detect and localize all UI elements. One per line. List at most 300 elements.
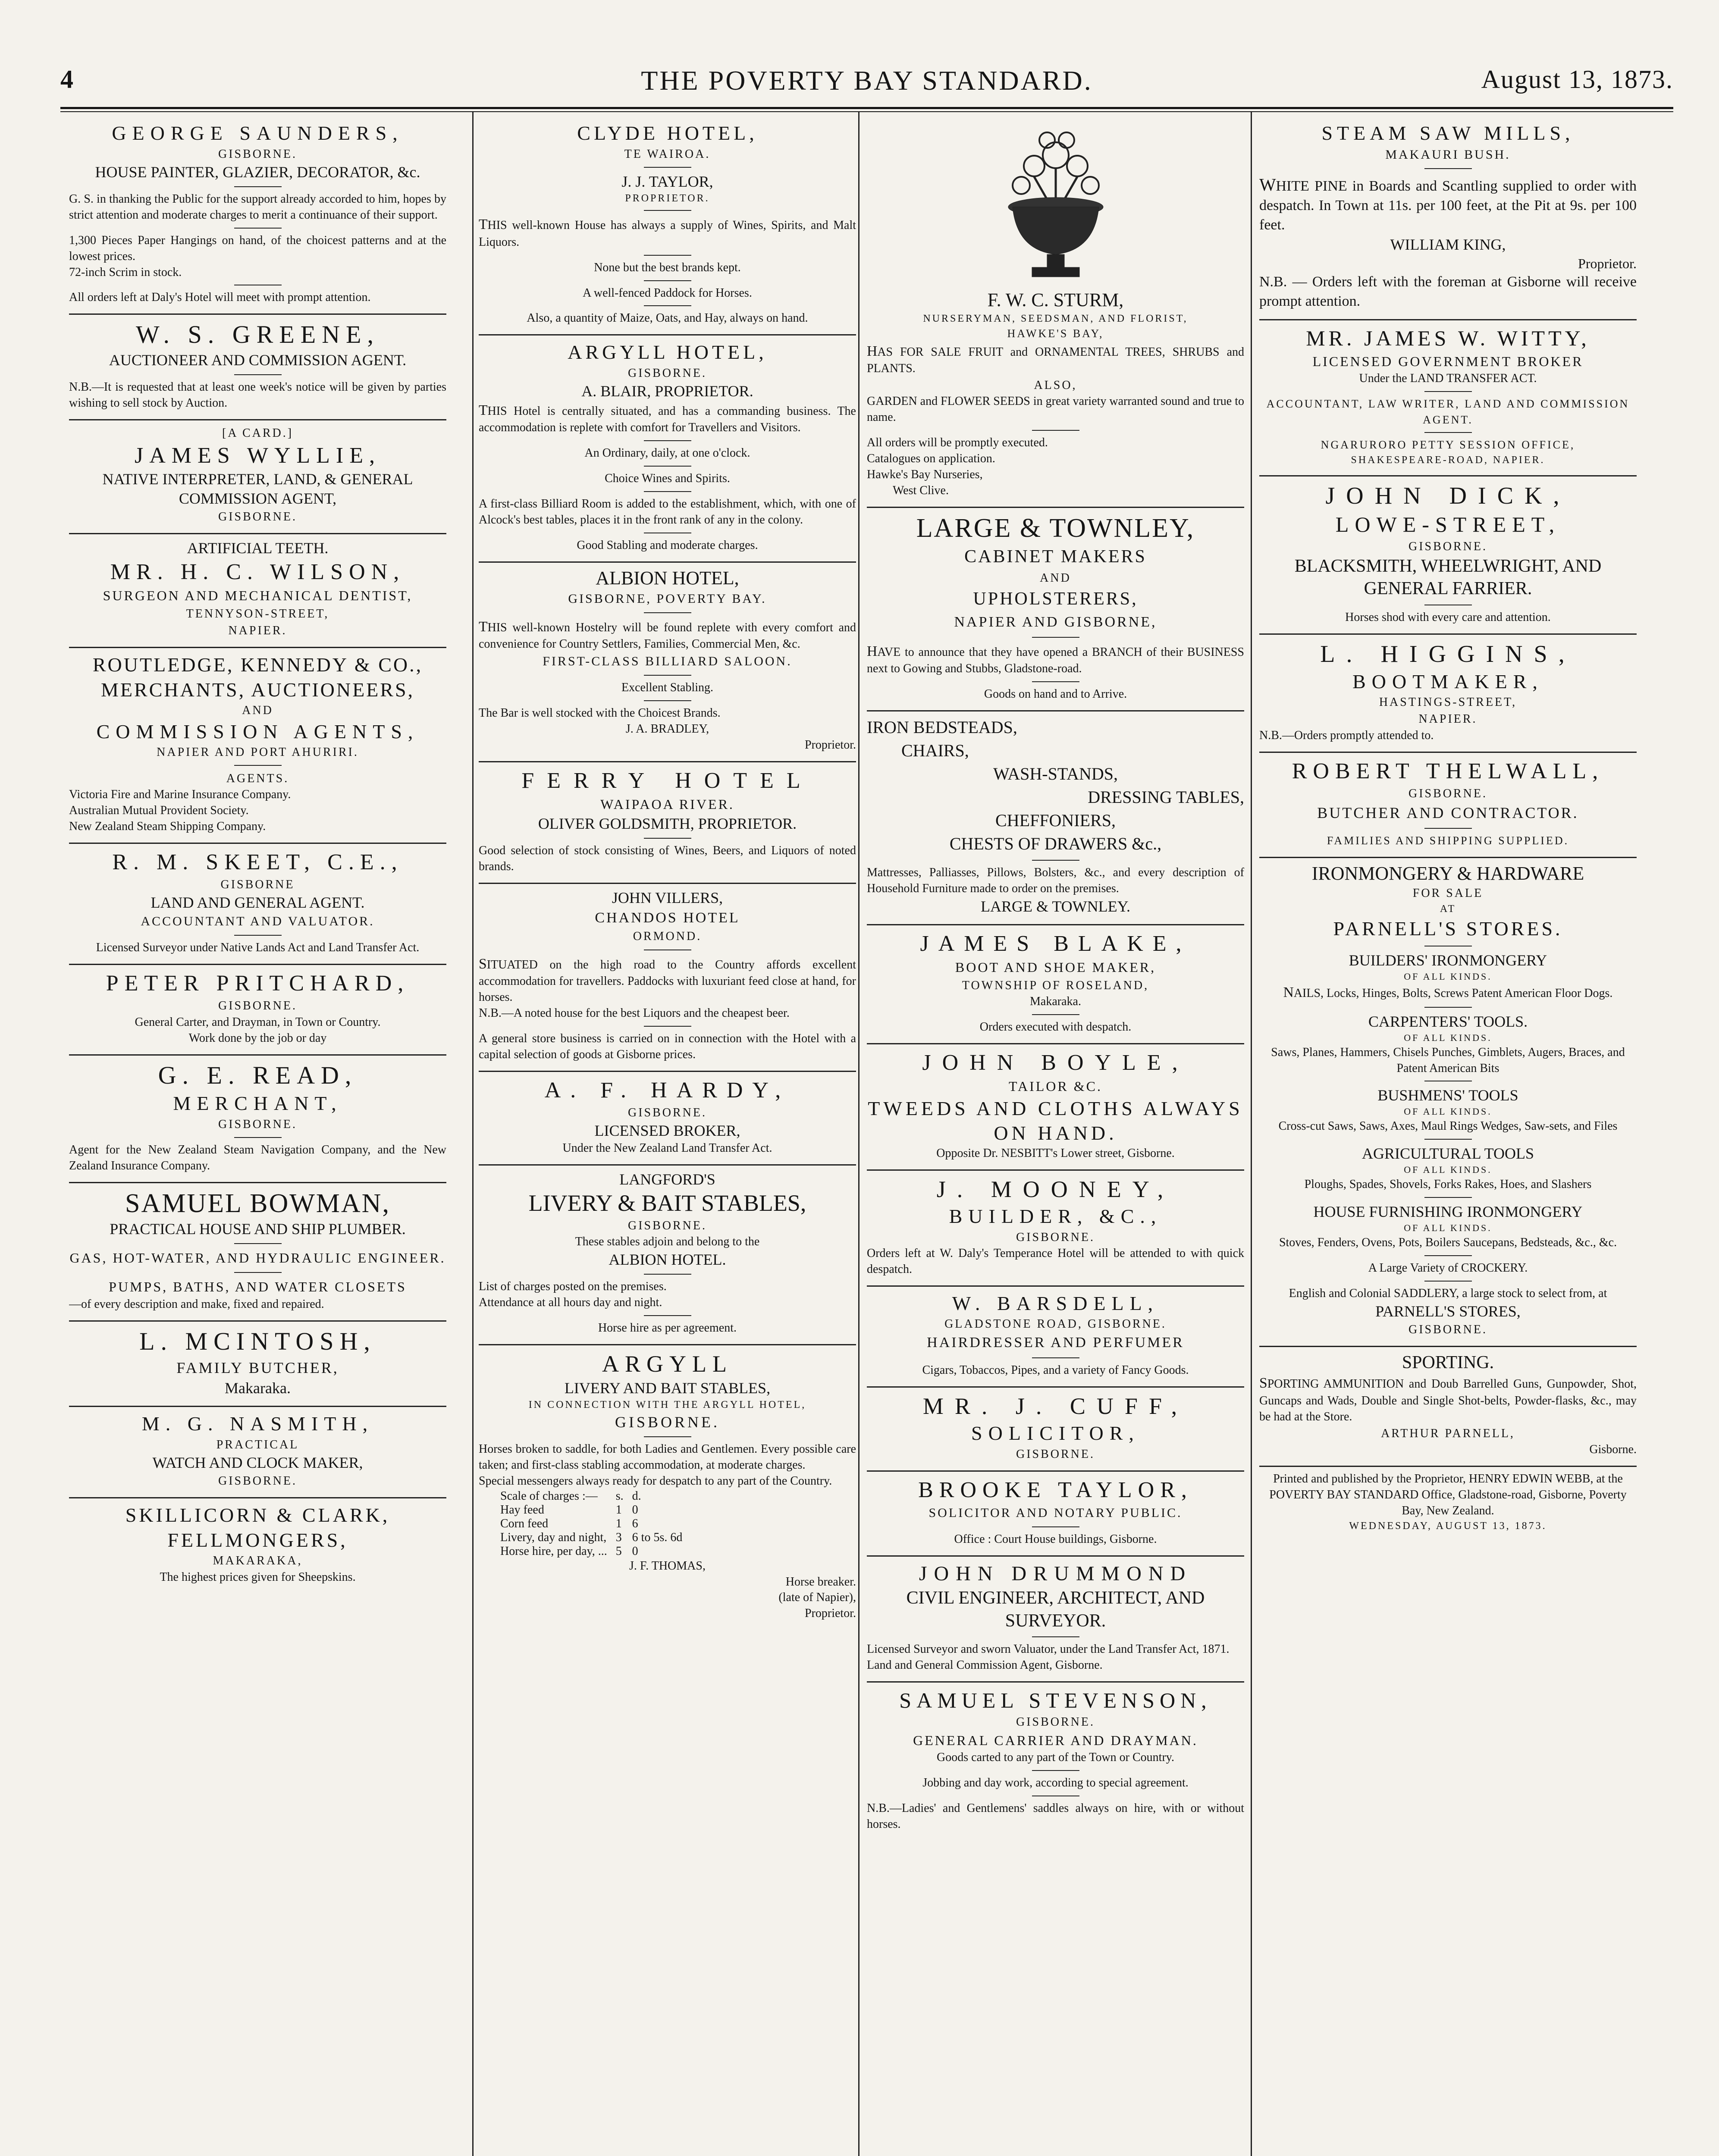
ad-body: Goods on hand and to Arrive. (984, 687, 1127, 701)
section-heading: BUSHMENS' TOOLS (1377, 1087, 1518, 1104)
advertiser-name: LARGE & TOWNLEY, (916, 513, 1195, 543)
ad-body: Hawke's Bay Nurseries, (867, 468, 983, 482)
ad-body: 1,300 Pieces Paper Hangings on hand, of the choicest patterns and at the lowest prices. (69, 233, 446, 263)
ad-location: GISBORNE. (627, 366, 707, 380)
divider (1424, 1139, 1472, 1140)
ad-body: Catalogues on application. (867, 452, 995, 466)
divider (234, 1137, 282, 1138)
column-divider (1251, 112, 1252, 2156)
ad-body: Ploughs, Spades, Shovels, Forks Rakes, Hoes, and Slashers (1304, 1178, 1592, 1191)
page-number: 4 (60, 65, 73, 94)
ad-body: These stables adjoin and belong to the (575, 1235, 760, 1248)
ad-body: WHITE PINE in Boards and Scantling supplied to order with despatch. In Town at 11s. per 100 feet, at the Pit at 9s. per 100 feet. (1259, 175, 1637, 233)
column-2 (479, 116, 856, 2156)
divider (1424, 391, 1472, 392)
section-kicker: OF ALL KINDS. (1404, 1164, 1492, 1175)
imprint-date: WEDNESDAY, AUGUST 13, 1873. (1349, 1520, 1547, 1532)
ad-body: All orders left at Daly's Hotel will meet with prompt attention. (69, 291, 371, 304)
ad-body: A Large Variety of CROCKERY. (1368, 1261, 1528, 1275)
ad-trade: SOLICITOR AND NOTARY PUBLIC. (929, 1506, 1183, 1520)
ad-body: THIS Hotel is centrally situated, and has a commanding business. The accommodation is replete with comfort for Travellers and Visitors. (479, 402, 856, 435)
ad-location: GISBORNE. (1016, 1715, 1095, 1729)
ad-location: GISBORNE. (627, 1106, 707, 1119)
advertiser-name: PARNELL'S STORES. (1333, 918, 1563, 940)
divider (644, 305, 691, 306)
ad-body: SITUATED on the high road to the Country affords excellent accommodation for travellers. Paddocks with luxuriant feed close at hand, for horses. (479, 956, 856, 1004)
divider (1424, 1197, 1472, 1198)
table-cell: 0 (632, 1544, 638, 1558)
ad-proprietor: J. F. THOMAS, (629, 1559, 706, 1573)
section-kicker: OF ALL KINDS. (1404, 1032, 1492, 1043)
list-item: CHAIRS, (901, 741, 969, 760)
advertiser-name: ROUTLEDGE, KENNEDY & CO., (92, 654, 423, 676)
ad-signature: ARTHUR PARNELL, (1381, 1426, 1515, 1440)
ad-body: Attendance at all hours day and night. (479, 1295, 662, 1309)
ad-body: New Zealand Steam Shipping Company. (69, 820, 266, 834)
advertiser-name: MR. JAMES W. WITTY, (1306, 326, 1590, 351)
ad-hardy (479, 1072, 856, 1166)
table-row (496, 1503, 687, 1517)
ad-skeet (69, 844, 446, 965)
ad-nasmith (69, 1407, 446, 1498)
ad-proprietor: WILLIAM KING, (1390, 236, 1506, 254)
column-divider (472, 112, 474, 2156)
advertiser-name: SAMUEL BOWMAN, (125, 1188, 390, 1218)
ad-saunders (69, 116, 446, 315)
ad-trade: BOOTMAKER, (1352, 670, 1543, 693)
ad-body: Agent for the New Zealand Steam Navigation Company, and the New Zealand Insurance Company. (69, 1143, 446, 1172)
ad-body: Australian Mutual Provident Society. (69, 804, 249, 818)
table-cell: Livery, day and night, (500, 1530, 607, 1544)
table-row (496, 1489, 687, 1503)
ad-proprietor-title: Horse breaker. (785, 1575, 856, 1589)
section-kicker: OF ALL KINDS. (1404, 1106, 1492, 1117)
ad-body: Jobbing and day work, according to special agreement. (922, 1776, 1189, 1790)
ad-trade: BUILDER, &C., (949, 1205, 1162, 1228)
advertiser-name: PETER PRITCHARD, (106, 971, 410, 996)
ad-body: A general store business is carried on in connection with the Hotel with a capital selection of goods at Gisborne prices. (479, 1031, 856, 1061)
ad-trade: BUTCHER AND CONTRACTOR. (1317, 804, 1579, 821)
ad-proprietor-title: Proprietor. (1578, 256, 1637, 272)
advertiser-name: STEAM SAW MILLS, (1321, 122, 1575, 144)
divider (1032, 1014, 1079, 1015)
ad-body: A first-class Billiard Room is added to the establishment, which, with one of Alcock's best tables, places it in the front rank of any in the colony. (479, 497, 856, 527)
divider (234, 228, 282, 229)
ad-trade: FAMILY BUTCHER, (176, 1359, 339, 1377)
ad-body: G. S. in thanking the Public for the support already accorded to him, hopes by strict attention and moderate charges to merit a continuance of their support. (69, 192, 446, 222)
ad-trade: HAIRDRESSER AND PERFUMER (927, 1335, 1184, 1351)
table-row (496, 1517, 687, 1531)
masthead-rule-thin (60, 111, 1673, 112)
divider (644, 1274, 691, 1275)
ad-kicker: AGENTS. (226, 772, 289, 786)
ad-location: ORMOND. (633, 930, 702, 943)
ad-body: Horses shod with every care and attention. (1345, 610, 1551, 624)
advertiser-name: R. M. SKEET, C.E., (112, 850, 403, 875)
ad-trade: COMMISSION AGENTS, (96, 720, 419, 743)
ad-body: N.B. — Orders left with the foreman at Gisborne will receive prompt attention. (1259, 274, 1637, 310)
advertiser-name: BROOKE TAYLOR, (918, 1478, 1193, 1503)
ad-trade: ACCOUNTANT, LAW WRITER, LAND AND COMMISSION AGENT. (1266, 398, 1630, 426)
advertiser-name: CLYDE HOTEL, (577, 122, 758, 144)
ad-body: List of charges posted on the premises. (479, 1279, 667, 1293)
divider (644, 700, 691, 701)
ad-body: 72-inch Scrim in stock. (69, 265, 182, 279)
divider (234, 765, 282, 766)
divider (234, 935, 282, 936)
ad-location: Makaraka. (1030, 994, 1081, 1008)
ad-witty (1259, 320, 1637, 476)
divider (1032, 637, 1079, 638)
ad-body: GARDEN and FLOWER SEEDS in great variety warranted sound and true to name. (867, 395, 1244, 424)
ad-kicker: FOR SALE (1412, 887, 1484, 900)
column-1 (69, 116, 446, 2156)
ad-body: THIS well-known House has always a supply of Wines, Spirits, and Malt Liquors. (479, 216, 856, 249)
divider (644, 280, 691, 281)
advertiser-name: LANGFORD'S (619, 1170, 715, 1188)
advertiser-name: ARGYLL (602, 1351, 733, 1377)
ad-feature: FIRST-CLASS BILLIARD SALOON. (543, 654, 792, 669)
ad-trade: SURGEON AND MECHANICAL DENTIST, (103, 588, 413, 604)
advertiser-name: JOHN DICK, (1325, 483, 1571, 510)
ad-body: N.B.—It is requested that at least one week's notice will be given by parties wishing to sell stock by Auction. (69, 380, 446, 410)
advertiser-name: JAMES BLAKE, (920, 931, 1191, 956)
divider (1032, 1636, 1079, 1637)
ad-trade: CIVIL ENGINEER, ARCHITECT, AND SURVEYOR. (906, 1588, 1205, 1631)
ad-read (69, 1056, 446, 1183)
ad-john-boyle (867, 1044, 1244, 1171)
advertiser-name: L. HIGGINS, (1320, 640, 1576, 667)
advertiser-name: GEORGE SAUNDERS, (112, 122, 404, 144)
ad-trade: LICENSED BROKER, (594, 1122, 740, 1139)
ad-feature: TWEEDS AND CLOTHS ALWAYS ON HAND. (868, 1097, 1243, 1144)
table-cell: 3 (615, 1530, 622, 1544)
ad-kicker: ALSO, (1034, 379, 1077, 392)
ad-trade: UPHOLSTERERS, (973, 589, 1138, 609)
table-cell: 5 (615, 1544, 622, 1558)
ad-body: Under the New Zealand Land Transfer Act. (562, 1141, 772, 1155)
table-cell: 0 (632, 1503, 638, 1517)
ad-body: Licensed Surveyor under Native Lands Act and Land Transfer Act. (96, 941, 420, 955)
divider (234, 1272, 282, 1273)
ad-barsdell (867, 1287, 1244, 1388)
ad-location: GISBORNE. (218, 510, 297, 523)
divider (1032, 860, 1079, 861)
table-cell: Hay feed (500, 1503, 544, 1517)
ad-trade: GENERAL CARRIER AND DRAYMAN. (913, 1732, 1198, 1748)
issue-date: August 13, 1873. (1481, 65, 1673, 94)
advertiser-name: ALBION HOTEL, (596, 567, 739, 589)
ad-location: MAKAURI BUSH. (1385, 147, 1511, 162)
ad-trade: SOLICITOR, (971, 1422, 1140, 1445)
ad-body: Saws, Planes, Hammers, Chisels Punches, Gimblets, Augers, Braces, and Patent American Bits (1271, 1045, 1625, 1075)
ad-body: Mattresses, Palliasses, Pillows, Bolsters, &c., and every description of Household Furniture made to order on the premises. (867, 866, 1244, 895)
ad-body: None but the best brands kept. (594, 260, 741, 274)
ad-trade: ACCOUNTANT AND VALUATOR. (141, 914, 375, 929)
column-4 (1259, 116, 1637, 2156)
ad-business: LIVERY AND BAIT STABLES, (564, 1379, 771, 1397)
ad-location: NAPIER. (1418, 712, 1477, 726)
divider (1032, 1770, 1079, 1771)
ad-trade: BOOT AND SHOE MAKER, (955, 959, 1156, 975)
divider (1032, 681, 1079, 682)
table-cell: 6 to 5s. 6d (632, 1530, 683, 1544)
ad-address: LOWE-STREET, (1335, 512, 1561, 537)
divider (644, 491, 691, 492)
ad-trade: BLACKSMITH, WHEELWRIGHT, AND GENERAL FARRIER. (1294, 556, 1602, 599)
ad-sturm (867, 116, 1244, 508)
ad-body: Victoria Fire and Marine Insurance Company. (69, 788, 291, 802)
ad-body: HAS FOR SALE FRUIT and ORNAMENTAL TREES, SHRUBS and PLANTS. (867, 343, 1244, 376)
ad-routledge (69, 648, 446, 844)
ad-proprietor-title: Proprietor. (805, 738, 856, 752)
ad-body: Work done by the job or day (188, 1031, 327, 1045)
ad-trade: NURSERYMAN, SEEDSMAN, AND FLORIST, (923, 313, 1188, 324)
ad-trade: MERCHANTS, AUCTIONEERS, (100, 678, 415, 701)
ad-location: NAPIER AND PORT AHURIRI. (157, 746, 359, 759)
ad-signature: PARNELL'S STORES, (1375, 1302, 1521, 1320)
ad-body: Horses broken to saddle, for both Ladies and Gentlemen. Every possible care taken; and first-class stabling accommodation, at moderate charges. (479, 1442, 856, 1472)
section-kicker: OF ALL KINDS. (1404, 1222, 1492, 1233)
ad-cuff (867, 1388, 1244, 1472)
divider (1032, 1357, 1079, 1358)
ad-body: Land and General Commission Agent, Gisborne. (867, 1658, 1103, 1672)
advertiser-name: F. W. C. STURM, (987, 289, 1124, 310)
ad-body: West Clive. (893, 484, 949, 498)
ad-higgins (1259, 635, 1637, 753)
divider (644, 1436, 691, 1437)
ad-bowman (69, 1183, 446, 1322)
table-cell: 1 (615, 1503, 622, 1517)
advertiser-name: G. E. READ, (158, 1061, 358, 1089)
ad-location: GISBORNE. (218, 999, 297, 1013)
ad-trade: MERCHANT, (173, 1092, 342, 1115)
advertiser-name: W. BARSDELL, (952, 1292, 1159, 1314)
ad-body: Licensed Surveyor and sworn Valuator, under the Land Transfer Act, 1871. (867, 1642, 1230, 1656)
ad-skillicorn (69, 1498, 446, 1593)
ad-location: GISBORNE. (218, 1117, 297, 1131)
ad-location: GISBORNE. (1016, 1447, 1095, 1461)
ad-kicker: ARTIFICIAL TEETH. (187, 539, 329, 557)
advertiser-name: W. S. GREENE, (136, 320, 380, 349)
ad-body: Excellent Stabling. (621, 681, 714, 695)
column-divider (858, 112, 860, 2156)
ad-location: GISBORNE. (1408, 787, 1487, 800)
ad-location: GISBORNE, POVERTY BAY. (568, 591, 767, 606)
ad-body: Horse hire as per agreement. (598, 1321, 737, 1335)
table-cell: s. (615, 1489, 624, 1503)
advertiser-name: MR. J. CUFF, (922, 1393, 1189, 1419)
ad-body: NAILS, Locks, Hinges, Bolts, Screws Patent American Floor Dogs. (1283, 984, 1613, 1001)
ad-body: HAVE to announce that they have opened a BRANCH of their BUSINESS next to Gowing and Stubbs, Gladstone-road. (867, 643, 1244, 676)
advertiser-name: A. F. HARDY, (544, 1078, 790, 1103)
ad-address: NGARURORO PETTY SESSION OFFICE, (1321, 439, 1575, 451)
ad-wilson (69, 534, 446, 648)
ad-trade: AUCTIONEER AND COMMISSION AGENT. (109, 351, 407, 369)
ad-mcintosh (69, 1322, 446, 1407)
ad-trade: PRACTICAL (216, 1438, 299, 1451)
advertiser-name: L. MCINTOSH, (139, 1327, 376, 1355)
ad-body: Orders left at W. Daly's Temperance Hotel will be attended to with quick despatch. (867, 1246, 1244, 1276)
ad-body: The highest prices given for Sheepskins. (160, 1570, 356, 1584)
table-cell: Horse hire, per day, ... (500, 1544, 607, 1558)
table-cell: Corn feed (500, 1517, 549, 1530)
divider (644, 440, 691, 441)
divider (644, 167, 691, 168)
ad-trade: TAILOR &C. (1009, 1078, 1102, 1094)
ad-proprietor-title: PROPRIETOR. (625, 192, 710, 204)
ad-proprietor-title: (late of Napier), (778, 1591, 856, 1604)
imprint (1259, 1467, 1637, 1541)
ad-body: Choice Wines and Spirits. (605, 472, 730, 486)
ad-stevenson (867, 1683, 1244, 1840)
ad-body: Orders executed with despatch. (979, 1020, 1132, 1034)
ad-location: HAWKE'S BAY, (1007, 327, 1104, 340)
divider (644, 210, 691, 211)
section-heading: BUILDERS' IRONMONGERY (1349, 951, 1547, 969)
masthead-rule (60, 107, 1673, 109)
ad-body: Cigars, Tobaccos, Pipes, and a variety of Fancy Goods. (922, 1363, 1189, 1377)
divider (234, 186, 282, 187)
ad-greene (69, 315, 446, 420)
ad-location: GISBORNE. (1016, 1230, 1095, 1244)
table-cell: d. (632, 1489, 641, 1503)
ad-trade: PRACTICAL HOUSE AND SHIP PLUMBER. (110, 1220, 406, 1238)
ad-trade: FELLMONGERS, (167, 1529, 348, 1551)
advertiser-name: ARGYLL HOTEL, (568, 341, 767, 364)
ad-location: WAIPAOA RIVER. (600, 796, 734, 812)
ad-conjunction: AT (1440, 903, 1456, 915)
ad-argyll-hotel (479, 335, 856, 563)
divider (1032, 430, 1079, 431)
column-3 (867, 116, 1244, 2156)
ad-proprietor: J. A. BRADLEY, (625, 722, 709, 736)
masthead (60, 65, 1673, 103)
ad-body: All orders will be promptly executed. (867, 436, 1048, 450)
advertiser-name: MR. H. C. WILSON, (110, 560, 405, 585)
divider (1424, 1281, 1472, 1282)
ad-body: Cross-cut Saws, Saws, Axes, Maul Rings Wedges, Saw-sets, and Files (1278, 1119, 1618, 1133)
ad-signature: LARGE & TOWNLEY. (981, 897, 1130, 915)
ad-location: NAPIER AND GISBORNE, (954, 614, 1157, 630)
ad-body: Also, a quantity of Maize, Oats, and Hay, always on hand. (527, 311, 808, 325)
advertiser-name: JAMES WYLLIE, (134, 443, 381, 468)
ad-trade: WATCH AND CLOCK MAKER, (152, 1454, 363, 1472)
ad-body: A well-fenced Paddock for Horses. (583, 286, 752, 300)
ad-trade: HOUSE PAINTER, GLAZIER, DECORATOR, &c. (95, 163, 420, 181)
ad-location: GISBORNE. (615, 1413, 720, 1431)
advertiser-name: J. MOONEY, (936, 1176, 1175, 1202)
divider (234, 374, 282, 375)
divider (1424, 1007, 1472, 1008)
section-heading: AGRICULTURAL TOOLS (1361, 1145, 1534, 1163)
divider (644, 675, 691, 676)
ad-body: THIS well-known Hostelry will be found replete with every comfort and convenience for Country Settlers, Families, Commercial Men, &c. (479, 618, 856, 651)
ad-heading: SPORTING. (1402, 1352, 1494, 1373)
ad-trade: LAND AND GENERAL AGENT. (151, 894, 365, 912)
ad-body: —of every description and make, fixed and repaired. (69, 1297, 324, 1311)
ad-body: The Bar is well stocked with the Choicest Brands. (479, 706, 721, 720)
divider (644, 612, 691, 613)
table-row (496, 1545, 687, 1558)
table-cell: Scale of charges :— (500, 1489, 598, 1503)
divider (1424, 828, 1472, 829)
ad-wyllie (69, 420, 446, 534)
advertiser-name: JOHN DRUMMOND (919, 1562, 1192, 1586)
ad-james-blake (867, 925, 1244, 1044)
ad-argyll-stables (479, 1345, 856, 1630)
ad-location: GISBORNE. (218, 147, 297, 161)
table-row (496, 1531, 687, 1545)
ad-trade: NATIVE INTERPRETER, LAND, & GENERAL COMMISSION AGENT, (102, 470, 413, 507)
ad-trade: PUMPS, BATHS, AND WATER CLOSETS (109, 1279, 407, 1294)
ad-location: TE WAIROA. (624, 147, 711, 161)
advertiser-name: JOHN VILLERS, (612, 889, 723, 906)
list-item: DRESSING TABLES, (1088, 787, 1244, 807)
divider (1424, 432, 1472, 433)
table-cell: 1 (615, 1517, 622, 1530)
advertiser-name: ROBERT THELWALL, (1292, 758, 1604, 783)
ad-body: Special messengers always ready for despatch to any part of the Country. (479, 1474, 832, 1488)
section-kicker: OF ALL KINDS. (1404, 971, 1492, 982)
newspaper-title: THE POVERTY BAY STANDARD. (641, 65, 1093, 96)
ad-conjunction: AND (242, 704, 273, 718)
ad-furniture-list (867, 711, 1244, 925)
ad-body: Stoves, Fenders, Ovens, Pots, Boilers Saucepans, Bedsteads, &c., &c. (1279, 1235, 1617, 1249)
ad-proprietor: J. J. TAYLOR, (621, 172, 713, 190)
ad-heading: IRONMONGERY & HARDWARE (1311, 862, 1584, 884)
ad-body: SPORTING AMMUNITION and Doub Barrelled Guns, Gunpowder, Shot, Guncaps and Wads, Double and Single Shot-belts, Powder-flasks, &c., may be had at the Store. (1259, 1375, 1637, 1423)
ad-mooney (867, 1171, 1244, 1287)
ad-address: HASTINGS-STREET, (1379, 696, 1517, 709)
table-cell: 6 (632, 1517, 638, 1530)
ad-body: An Ordinary, daily, at one o'clock. (584, 446, 750, 460)
ad-body: General Carter, and Drayman, in Town or Country. (135, 1015, 381, 1029)
ad-body: N.B.—Ladies' and Gentlemens' saddles always on hire, with or without horses. (867, 1802, 1244, 1831)
ad-body: N.B.—A noted house for the best Liquors and the cheapest beer. (479, 1006, 790, 1020)
flower-vase-illustration (991, 125, 1120, 289)
ad-chandos-hotel (479, 884, 856, 1072)
divider (644, 1315, 691, 1316)
ad-proprietor: OLIVER GOLDSMITH, PROPRIETOR. (538, 815, 797, 832)
divider (1424, 1255, 1472, 1256)
ad-address: Office : Court House buildings, Gisborne. (954, 1532, 1157, 1546)
ad-trade: CABINET MAKERS (964, 547, 1147, 567)
ad-thelwall (1259, 753, 1637, 858)
ad-location: GISBORNE. (218, 1474, 297, 1488)
ad-location: NAPIER. (228, 624, 287, 638)
ad-feature: ALBION HOTEL. (609, 1250, 726, 1268)
section-heading: HOUSE FURNISHING IRONMONGERY (1313, 1203, 1583, 1220)
ad-connection: IN CONNECTION WITH THE ARGYLL HOTEL, (528, 1399, 806, 1411)
list-item: CHESTS OF DRAWERS &c., (949, 834, 1162, 853)
divider (644, 255, 691, 256)
ad-location: GISBORNE. (1408, 539, 1487, 553)
ad-address: TENNYSON-STREET, (186, 607, 329, 620)
ad-location: MAKARAKA, (213, 1554, 303, 1568)
ad-location: GISBORNE. (1408, 1322, 1487, 1336)
ad-drummond (867, 1557, 1244, 1683)
ad-business: CHANDOS HOTEL (595, 909, 740, 926)
ad-address: GLADSTONE ROAD, GISBORNE. (944, 1317, 1167, 1331)
ad-conjunction: AND (1040, 571, 1071, 585)
ad-address: Opposite Dr. NESBITT's Lower street, Gisborne. (936, 1146, 1175, 1160)
advertiser-name: SAMUEL STEVENSON, (899, 1688, 1212, 1712)
ad-clyde-hotel (479, 116, 856, 335)
ad-large-townley (867, 508, 1244, 711)
ad-steam-saw-mills (1259, 116, 1637, 320)
imprint-text: Printed and published by the Proprietor, HENRY EDWIN WEBB, at the POVERTY BAY STANDARD Office, Gladstone-road, Gisborne, Poverty Bay, New Zealand. (1269, 1472, 1627, 1517)
